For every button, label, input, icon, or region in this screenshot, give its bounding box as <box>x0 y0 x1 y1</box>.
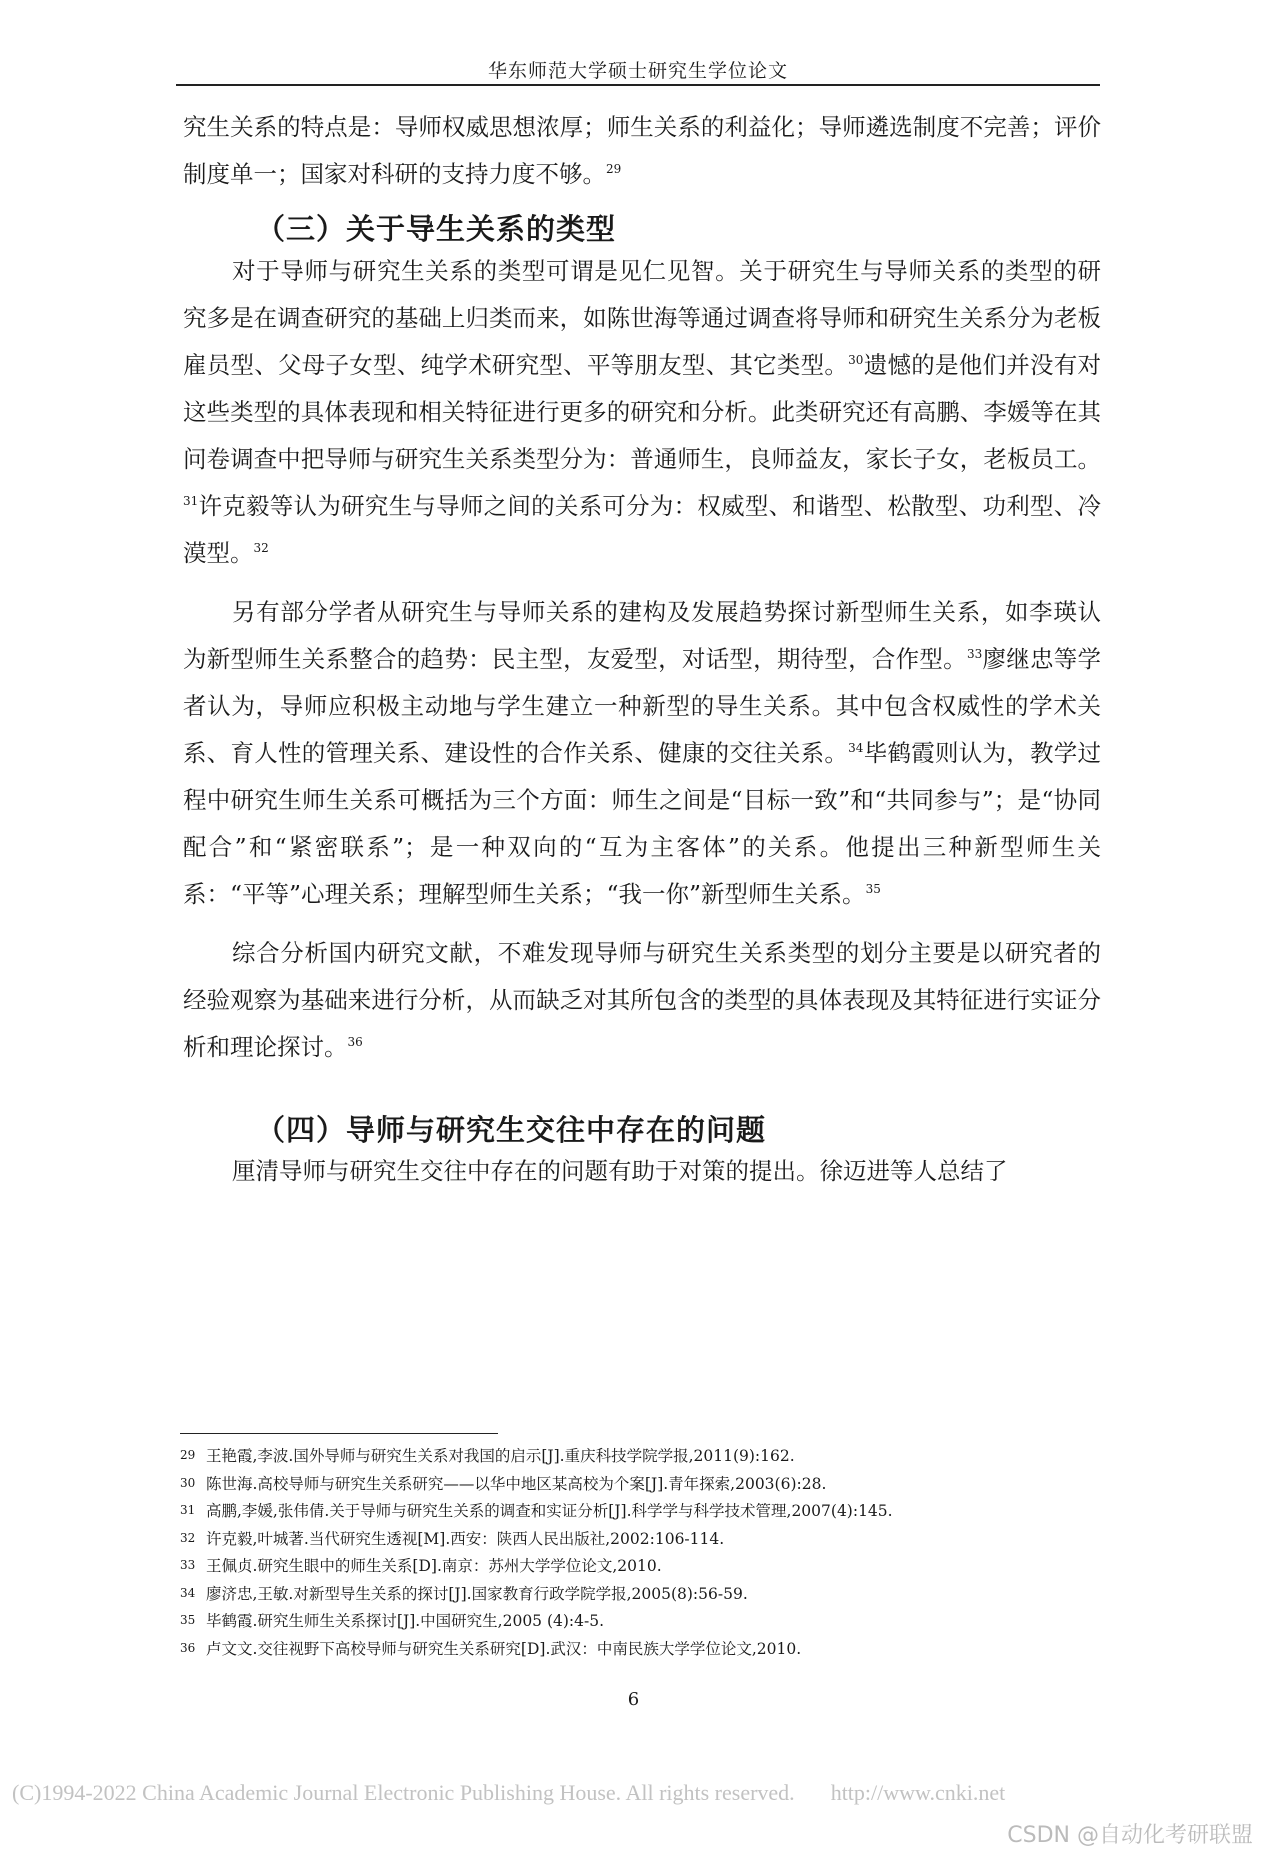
footnote-number: 35 <box>180 1613 196 1627</box>
paragraph <box>183 589 1101 918</box>
footnote-text: 廖济忠,王敏.对新型导生关系的探讨[J].国家教育行政学院学报,2005(8):56-59. <box>206 1584 748 1603</box>
footnote-number: 34 <box>180 1585 196 1600</box>
footnote-item <box>180 1607 1100 1635</box>
footnote-text: 卢文文.交往视野下高校导师与研究生关系研究[D].武汉：中南民族大学学位论文,2010. <box>206 1639 802 1658</box>
paragraph-text: 遗憾的是他们并没有对这些类型的具体表现和相关特征进行更多的研究和分析。此类研究还有高鹏、李媛等在其问卷调查中把导师与研究生关系类型分为：普通师生，良师益友，家长子女，老板员工。 <box>183 351 1102 473</box>
footnote-text: 王佩贞.研究生眼中的师生关系[D].南京：苏州大学学位论文,2010. <box>206 1557 662 1575</box>
footnote-item <box>180 1442 1100 1470</box>
section-heading-3: （三）关于导生关系的类型 <box>256 212 617 246</box>
footnote-item <box>180 1525 1100 1553</box>
footnote-ref[interactable]: 34 <box>848 741 864 756</box>
footnote-item <box>180 1580 1100 1608</box>
copyright-footer <box>12 1780 1005 1806</box>
paragraph <box>183 930 1101 1071</box>
footnote-ref[interactable]: 31 <box>183 494 199 509</box>
footnote-item <box>180 1470 1100 1498</box>
footnote-text: 毕鹤霞.研究生师生关系探讨[J].中国研究生,2005 (4):4-5. <box>206 1612 605 1630</box>
footnote-item <box>180 1552 1100 1580</box>
footnote-ref[interactable]: 29 <box>606 162 622 177</box>
footnote-text: 王艳霞,李波.国外导师与研究生关系对我国的启示[J].重庆科技学院学报,2011(9):162. <box>206 1447 795 1465</box>
paragraph <box>183 1148 1101 1195</box>
paragraph-text: 对于导师与研究生关系的类型可谓是见仁见智。关于研究生与导师关系的类型的研究多是在调查研究的基础上归类而来，如陈世海等通过调查将导师和研究生关系分为老板雇员型、父母子女型、纯学术研究型、平等朋友型、其它类型。 <box>183 257 1101 379</box>
copyright-text: (C)1994-2022 China Academic Journal Electronic Publishing House. All rights reserved. <box>12 1780 795 1805</box>
footnote-number: 30 <box>180 1475 196 1490</box>
footnote-separator <box>180 1433 498 1434</box>
paragraph <box>183 104 1101 198</box>
footnote-ref[interactable]: 36 <box>347 1035 363 1050</box>
paragraph-text: 许克毅等认为研究生与导师之间的关系可分为：权威型、和谐型、松散型、功利型、冷漠型。 <box>183 492 1101 567</box>
footnote-number: 33 <box>180 1558 196 1572</box>
footnote-text: 陈世海.高校导师与研究生关系研究——以华中地区某高校为个案[J].青年探索,2003(6):28. <box>206 1474 827 1493</box>
footnote-text: 许克毅,叶城著.当代研究生透视[M].西安：陕西人民出版社,2002:106-114. <box>206 1529 725 1548</box>
csdn-watermark: CSDN @自动化考研联盟 <box>1007 1823 1253 1848</box>
running-header: 华东师范大学硕士研究生学位论文 <box>487 60 788 82</box>
footnotes <box>180 1442 1100 1662</box>
paragraph-text: 究生关系的特点是：导师权威思想浓厚；师生关系的利益化；导师遴选制度不完善；评价制度单一；国家对科研的支持力度不够。 <box>183 113 1101 188</box>
paragraph-continuation <box>183 104 1101 198</box>
footnote-ref[interactable]: 30 <box>848 353 864 368</box>
footnote-text: 高鹏,李媛,张伟倩.关于导师与研究生关系的调查和实证分析[J].科学学与科学技术管理,2007(4):145. <box>206 1502 893 1520</box>
cnki-link[interactable]: http://www.cnki.net <box>830 1780 1006 1805</box>
section-heading-4: （四）导师与研究生交往中存在的问题 <box>256 1113 767 1147</box>
footnote-item <box>180 1497 1100 1525</box>
paragraph-text: 廖继忠等学者认为，导师应积极主动地与学生建立一种新型的导生关系。其中包含权威性的学术关系、育人性的管理关系、建设性的合作关系、健康的交往关系。 <box>183 645 1102 767</box>
header-rule <box>176 84 1100 86</box>
footnote-item <box>180 1635 1100 1663</box>
paragraph-text: 厘清导师与研究生交往中存在的问题有助于对策的提出。徐迈进等人总结了 <box>232 1157 1008 1185</box>
paragraph-text: 综合分析国内研究文献，不难发现导师与研究生关系类型的划分主要是以研究者的经验观察为基础来进行分析，从而缺乏对其所包含的类型的具体表现及其特征进行实证分析和理论探讨。 <box>183 939 1101 1061</box>
footnote-number: 36 <box>180 1640 196 1655</box>
paragraph <box>183 248 1101 577</box>
paragraph-text: 毕鹤霞则认为，教学过程中研究生师生关系可概括为三个方面：师生之间是“目标一致”和“共同参与”；是“协同配合”和“紧密联系”；是一种双向的“互为主客体”的关系。他提出三种新型师生关系：“平等”心理关系；理解型师生关系；“我一你”新型师生关系。 <box>183 739 1102 908</box>
page-number: 6 <box>627 1689 640 1710</box>
footnote-number: 29 <box>180 1448 196 1462</box>
footnote-number: 32 <box>180 1530 196 1545</box>
footnote-number: 31 <box>180 1503 196 1517</box>
section-3-body <box>183 248 1101 1071</box>
footnote-ref[interactable]: 33 <box>966 647 983 662</box>
paragraph-text: 另有部分学者从研究生与导师关系的建构及发展趋势探讨新型师生关系，如李瑛认为新型师生关系整合的趋势：民主型，友爱型，对话型，期待型，合作型。 <box>183 598 1101 673</box>
footnote-ref[interactable]: 35 <box>865 882 881 897</box>
section-4-body <box>183 1148 1101 1195</box>
footnote-ref[interactable]: 32 <box>253 541 269 556</box>
